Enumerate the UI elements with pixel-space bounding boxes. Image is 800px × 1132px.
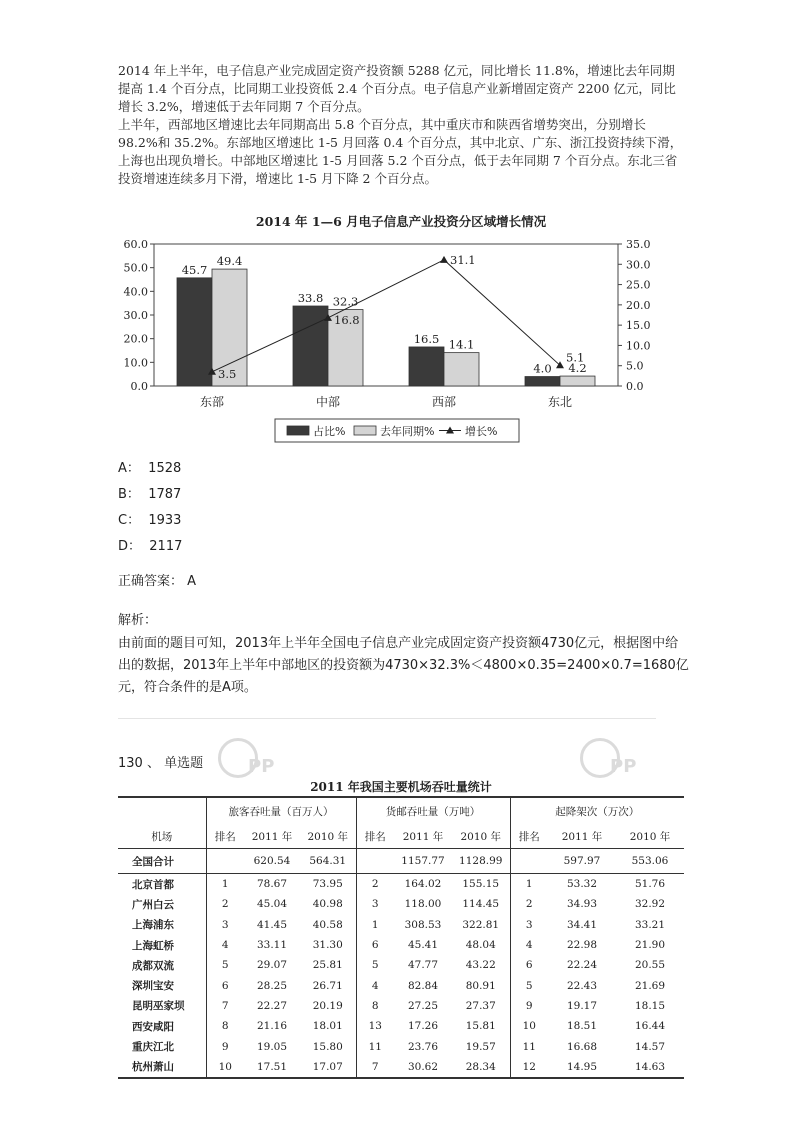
table-cell: 32.92 (634, 898, 666, 911)
table-group-header: 起降架次（万次） (510, 797, 684, 824)
bar-占比% (177, 278, 212, 386)
table-cell: 11 (510, 1036, 548, 1056)
table-group-header: 旅客吞吐量（百万人） (206, 797, 356, 824)
table-cell: 8 (356, 996, 394, 1016)
passage-paragraph: 2014 年上半年，电子信息产业完成固定资产投资额 5288 亿元，同比增长 11.8%，增速比去年同期提高 1.4 个百分点，比同期工业投资低 2.4 个百分点。电子信息产业新增固定资产 2200 亿元，同比增长 3.2%，增速低于去年同期 7 个百分点。 (118, 63, 676, 114)
table-cell: 20.19 (312, 999, 343, 1012)
table-total-row (118, 849, 684, 874)
right-axis-tick-label: 30.0 (626, 258, 651, 272)
airport-name-cell: 深圳宝安 (132, 980, 174, 993)
option-value: 2117 (149, 539, 183, 554)
table-cell: 322.81 (462, 918, 500, 931)
table-cell: 12 (510, 1057, 548, 1078)
table-cell: 25.81 (312, 959, 343, 972)
table-cell: 22.27 (256, 999, 288, 1012)
category-label: 西部 (431, 395, 457, 409)
table-body (118, 849, 684, 1078)
table-cell: 17.07 (300, 1057, 356, 1078)
table-cell: 308.53 (404, 918, 442, 931)
table-subheader: 2011 年 (394, 824, 452, 849)
analysis-heading: 解析： (118, 613, 158, 628)
investment-chart (118, 212, 684, 452)
table-cell: 34.93 (566, 898, 598, 911)
table-cell: 21.69 (634, 979, 666, 992)
left-axis-tick-label: 50.0 (123, 261, 148, 275)
table-row (118, 1036, 684, 1056)
table-cell: 19.05 (256, 1040, 288, 1053)
watermark-logo (572, 738, 637, 778)
table-header-cell (118, 797, 206, 824)
legend-label: 占比% (313, 425, 346, 438)
bar-占比% (525, 377, 560, 386)
table-cell (206, 849, 244, 874)
table-cell: 5 (510, 975, 548, 995)
table-cell: 33.21 (634, 918, 666, 931)
right-axis-tick-label: 15.0 (626, 319, 651, 333)
bar-value-label: 33.8 (297, 291, 324, 306)
table-subheader: 排名 (510, 824, 548, 849)
table-cell: 620.54 (244, 849, 300, 874)
chart-title: 2014 年 1—6 月电子信息产业投资分区域增长情况 (255, 214, 547, 229)
table-subheader-row (118, 824, 684, 849)
table-cell: 1157.77 (394, 849, 452, 874)
table-cell: 34.41 (566, 918, 598, 931)
table-cell: 16.68 (566, 1040, 598, 1053)
table-subheader: 2010 年 (452, 824, 510, 849)
bar-value-label: 4.0 (533, 361, 552, 376)
table-cell: 6 (356, 935, 394, 955)
table-subheader: 排名 (206, 824, 244, 849)
airport-name-cell: 北京首都 (132, 878, 174, 891)
airport-name-cell: 成都双流 (132, 959, 174, 972)
table-cell: 17.26 (407, 1020, 439, 1033)
table-cell: 23.76 (407, 1040, 439, 1053)
table-cell: 18.01 (312, 1020, 343, 1033)
table-cell: 31.30 (312, 939, 343, 952)
table-cell: 2 (510, 894, 548, 914)
table-cell: 597.97 (548, 849, 616, 874)
airport-name-cell: 杭州萧山 (118, 1057, 206, 1078)
airport-name-cell: 广州白云 (132, 898, 174, 911)
table-cell: 45.41 (407, 939, 439, 952)
table-row (118, 915, 684, 935)
legend-label: 去年同期% (380, 425, 435, 438)
table-group-header-row (118, 797, 684, 824)
option-value: 1933 (148, 513, 182, 528)
table-cell: 7 (206, 996, 244, 1016)
right-axis-tick-label: 35.0 (626, 238, 651, 251)
question-number: 130 、 单选题 (118, 756, 204, 771)
bar-value-label: 32.3 (332, 294, 359, 309)
table-cell: 15.81 (465, 1020, 496, 1033)
table-cell: 9 (510, 996, 548, 1016)
table-cell: 53.32 (566, 878, 598, 891)
left-axis-tick-label: 20.0 (123, 332, 148, 346)
option-d[interactable] (118, 534, 182, 560)
correct-answer: 正确答案： A (118, 574, 197, 589)
table-cell: 114.45 (462, 898, 500, 911)
airport-name-cell: 西安咸阳 (132, 1020, 174, 1033)
table-cell: 33.11 (256, 939, 288, 952)
watermark-text: PP (248, 756, 275, 777)
table-cell: 41.45 (256, 918, 288, 931)
table-cell: 3 (356, 894, 394, 914)
table-cell: 10 (206, 1057, 244, 1078)
table-cell: 3 (206, 915, 244, 935)
option-value: 1528 (148, 461, 182, 476)
growth-line (212, 260, 560, 372)
legend-label: 增长% (465, 425, 498, 438)
table-cell: 80.91 (465, 979, 496, 992)
airport-name-cell: 上海浦东 (132, 919, 174, 932)
table-row (118, 874, 684, 895)
passage-paragraph: 上半年，西部地区增速比去年同期高出 5.8 个百分点，其中重庆市和陕西省增势突出，分别增长 98.2%和 35.2%。东部地区增速比 1-5 月回落 0.4 个百分点，其中北京、广东、浙江投资持续下滑，上海也出现负增长。中部地区增速比 1-5 月回落 5.2 个百分点，低于去年同期 7 个百分点。东北三省投资增速连续多月下滑，增速比 1-5 月下降 2 个百分点。 (118, 117, 683, 186)
table-cell: 40.58 (312, 918, 343, 931)
option-value: 1787 (148, 487, 182, 502)
table-cell: 9 (206, 1036, 244, 1056)
category-label: 中部 (315, 395, 341, 409)
table-cell: 10 (510, 1016, 548, 1036)
option-b[interactable] (118, 482, 182, 508)
bar-去年同期% (444, 353, 479, 386)
growth-value-label: 3.5 (218, 366, 237, 381)
table-cell (510, 849, 548, 874)
right-axis-tick-label: 25.0 (626, 278, 651, 292)
table-cell: 4 (356, 975, 394, 995)
airport-stats-table (118, 796, 684, 1079)
table-cell: 1 (206, 874, 244, 895)
table-row (118, 1016, 684, 1036)
table-cell: 1 (356, 915, 394, 935)
table-cell: 73.95 (312, 878, 343, 891)
right-axis-tick-label: 5.0 (626, 359, 644, 373)
table-row (118, 975, 684, 995)
table-cell: 30.62 (394, 1057, 452, 1078)
table-row (118, 894, 684, 914)
table-title: 2011 年我国主要机场吞吐量统计 (310, 780, 492, 794)
watermark-logo (210, 738, 275, 778)
table-cell: 8 (206, 1016, 244, 1036)
table-cell: 16.44 (634, 1020, 666, 1033)
table-cell: 14.95 (548, 1057, 616, 1078)
table-group-header: 货邮吞吐量（万吨） (356, 797, 510, 824)
table-cell: 18.51 (566, 1020, 598, 1033)
table-cell: 26.71 (312, 979, 343, 992)
table-cell: 21.90 (634, 939, 666, 952)
table-cell: 28.25 (256, 979, 288, 992)
bar-value-label: 4.2 (568, 361, 587, 376)
table-cell: 27.25 (407, 999, 439, 1012)
table-cell: 22.43 (566, 979, 598, 992)
table-subheader: 2011 年 (244, 824, 300, 849)
category-label: 东北 (547, 395, 573, 409)
table-subheader: 排名 (356, 824, 394, 849)
table-cell (356, 849, 394, 874)
legend-swatch (354, 426, 376, 435)
growth-marker (440, 256, 448, 263)
table-row (118, 955, 684, 975)
option-a[interactable] (118, 456, 182, 482)
option-letter: A： (118, 461, 140, 476)
option-letter: B： (118, 487, 140, 502)
table-cell: 5 (356, 955, 394, 975)
table-row (118, 1057, 684, 1078)
table-cell: 7 (356, 1057, 394, 1078)
left-axis-tick-label: 30.0 (123, 309, 148, 322)
table-cell: 47.77 (407, 959, 439, 972)
table-cell: 553.06 (616, 849, 684, 874)
table-subheader: 2010 年 (616, 824, 684, 849)
table-cell: 40.98 (312, 898, 343, 911)
table-row (118, 935, 684, 955)
table-cell: 19.17 (566, 999, 598, 1012)
table-cell: 1 (510, 874, 548, 895)
table-subheader: 2011 年 (548, 824, 616, 849)
table-cell: 2 (206, 894, 244, 914)
airport-name-cell: 昆明巫家坝 (132, 1000, 185, 1013)
bar-value-label: 14.1 (448, 337, 475, 352)
bar-value-label: 16.5 (413, 331, 440, 346)
divider (118, 718, 656, 719)
table-cell: 15.80 (312, 1040, 343, 1053)
bar-value-label: 45.7 (181, 262, 208, 277)
option-c[interactable] (118, 508, 182, 534)
table-cell: 28.34 (452, 1057, 510, 1078)
table-cell: 6 (510, 955, 548, 975)
table-cell: 18.15 (634, 999, 666, 1012)
table-cell: 78.67 (256, 878, 288, 891)
table-cell: 14.57 (634, 1040, 666, 1053)
answer-options (118, 456, 182, 560)
table-cell: 155.15 (462, 878, 500, 891)
table-cell: 11 (356, 1036, 394, 1056)
bar-value-label: 49.4 (216, 254, 243, 269)
analysis-text: 由前面的题目可知，2013年上半年全国电子信息产业完成固定资产投资额4730亿元，根据图中给出的数据，2013年上半年中部地区的投资额为4730×32.3%＜4800×0.35=2400×0.7=1680亿元，符合条件的是A项。 (118, 636, 689, 695)
table-cell: 22.98 (566, 939, 598, 952)
table-cell: 29.07 (256, 959, 288, 972)
table-cell: 118.00 (404, 898, 442, 911)
table-subheader: 2010 年 (300, 824, 356, 849)
right-axis-tick-label: 0.0 (626, 380, 644, 393)
airport-name-cell: 上海虹桥 (132, 939, 174, 952)
table-cell: 21.16 (256, 1020, 288, 1033)
table-row (118, 996, 684, 1016)
table-cell: 45.04 (256, 898, 288, 911)
table-cell: 51.76 (634, 878, 666, 891)
table-cell: 48.04 (465, 939, 496, 952)
growth-value-label: 5.1 (566, 350, 585, 365)
table-cell: 82.84 (407, 979, 439, 992)
table-cell: 19.57 (465, 1040, 496, 1053)
legend-swatch (287, 426, 309, 435)
right-axis-tick-label: 20.0 (626, 298, 651, 312)
chart-svg (118, 212, 684, 452)
table-cell: 5 (206, 955, 244, 975)
growth-value-label: 31.1 (450, 252, 476, 267)
table-cell: 564.31 (300, 849, 356, 874)
table-cell: 2 (356, 874, 394, 895)
bar-占比% (409, 347, 444, 386)
watermark-text: PP (610, 756, 637, 777)
bar-去年同期% (560, 376, 595, 386)
table-cell: 43.22 (465, 959, 496, 972)
table-cell: 164.02 (404, 878, 442, 891)
table-cell: 13 (356, 1016, 394, 1036)
table-cell: 27.37 (465, 999, 496, 1012)
table-cell: 4 (510, 935, 548, 955)
airport-name-cell: 重庆江北 (132, 1041, 174, 1054)
passage (118, 62, 684, 188)
table-cell: 22.24 (566, 959, 598, 972)
table-cell: 6 (206, 975, 244, 995)
table-cell: 20.55 (634, 959, 666, 972)
left-axis-tick-label: 40.0 (123, 285, 148, 299)
table-cell: 17.51 (244, 1057, 300, 1078)
table-cell: 3 (510, 915, 548, 935)
growth-value-label: 16.8 (334, 312, 360, 327)
table-subheader: 机场 (118, 824, 206, 849)
table-cell: 全国合计 (118, 849, 206, 874)
table-cell: 14.63 (616, 1057, 684, 1078)
left-axis-tick-label: 60.0 (123, 238, 148, 251)
left-axis-tick-label: 10.0 (123, 356, 148, 370)
table-cell: 1128.99 (452, 849, 510, 874)
bar-占比% (293, 306, 328, 386)
left-axis-tick-label: 0.0 (130, 380, 148, 393)
table-cell: 4 (206, 935, 244, 955)
option-letter: D： (118, 539, 142, 554)
category-label: 东部 (199, 395, 225, 409)
option-letter: C： (118, 513, 141, 528)
right-axis-tick-label: 10.0 (626, 339, 651, 353)
